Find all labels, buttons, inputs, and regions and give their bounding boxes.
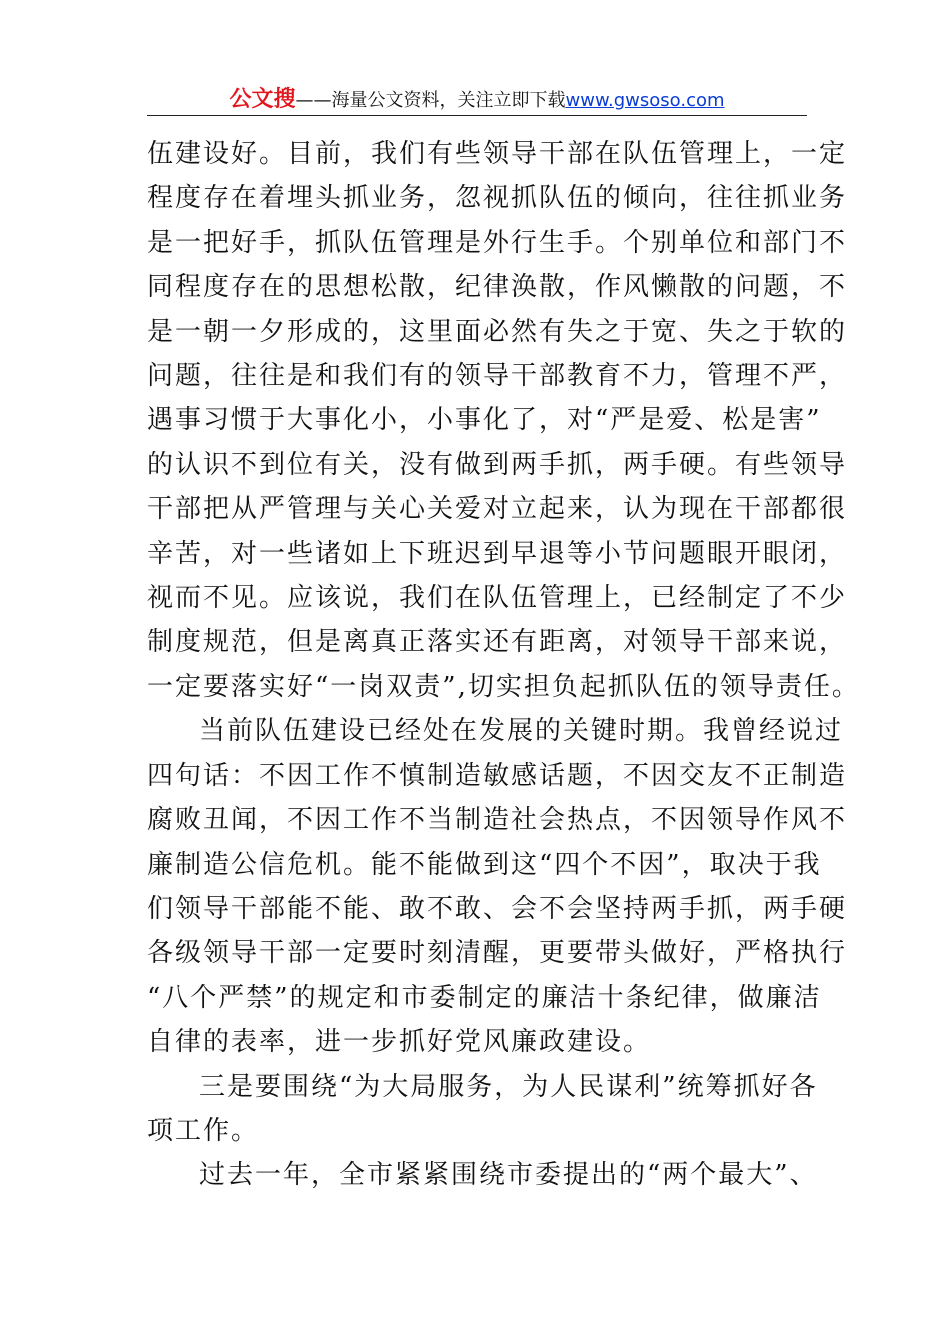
text-line: 四句话：不因工作不慎制造敏感话题，不因交友不正制造 bbox=[147, 760, 848, 791]
text-line: 过去一年，全市紧紧围绕市委提出的“两个最大”、 bbox=[199, 1160, 818, 1191]
text-line: 问题，往往是和我们有的领导干部教育不力，管理不严， bbox=[147, 361, 848, 392]
text-line: 辛苦，对一些诸如上下班迟到早退等小节问题眼开眼闭， bbox=[147, 538, 848, 569]
paragraph-2 bbox=[147, 709, 848, 1064]
text-line: 是一朝一夕形成的，这里面必然有失之于宽、失之于软的 bbox=[147, 316, 848, 347]
text-line: 制度规范，但是离真正落实还有距离，对领导干部来说， bbox=[147, 627, 848, 658]
paragraph-1 bbox=[147, 132, 860, 709]
paragraph-3 bbox=[147, 1065, 818, 1154]
page-header bbox=[147, 82, 807, 116]
text-line: 自律的表率，进一步抓好党风廉政建设。 bbox=[147, 1027, 652, 1058]
text-line: 遇事习惯于大事化小，小事化了，对“严是爱、松是害” bbox=[147, 405, 822, 436]
text-line: 干部把从严管理与关心关爱对立起来，认为现在干部都很 bbox=[147, 494, 848, 525]
brand-logo-text: 公文搜 bbox=[229, 87, 296, 112]
text-line: 同程度存在的思想松散，纪律涣散，作风懒散的问题，不 bbox=[147, 272, 848, 303]
text-line: 腐败丑闻，不因工作不当制造社会热点，不因领导作风不 bbox=[147, 805, 848, 836]
header-tagline: ——海量公文资料，关注立即下载 bbox=[295, 90, 566, 111]
text-line: 的认识不到位有关，没有做到两手抓，两手硬。有些领导 bbox=[147, 449, 848, 480]
text-line: 一定要落实好“一岗双责”,切实担负起抓队伍的领导责任。 bbox=[147, 671, 860, 702]
text-line: 们领导干部能不能、敢不敢、会不会坚持两手抓，两手硬 bbox=[147, 893, 848, 924]
header-divider bbox=[147, 115, 807, 116]
text-line: 三是要围绕“为大局服务，为人民谋利”统筹抓好各 bbox=[199, 1071, 818, 1102]
text-line: 伍建设好。目前，我们有些领导干部在队伍管理上，一定 bbox=[147, 139, 848, 169]
document-body bbox=[147, 132, 860, 1198]
text-line: “八个严禁”的规定和市委制定的廉洁十条纪律，做廉洁 bbox=[147, 982, 822, 1013]
text-line: 当前队伍建设已经处在发展的关键时期。我曾经说过 bbox=[199, 716, 844, 747]
paragraph-4 bbox=[147, 1153, 818, 1197]
text-line: 各级领导干部一定要时刻清醒，更要带头做好，严格执行 bbox=[147, 938, 848, 969]
text-line: 程度存在着埋头抓业务，忽视抓队伍的倾向，往往抓业务 bbox=[147, 183, 848, 214]
text-line: 项工作。 bbox=[147, 1115, 260, 1146]
header-url-link[interactable]: www.gwsoso.com bbox=[565, 90, 725, 111]
text-line: 是一把好手，抓队伍管理是外行生手。个别单位和部门不 bbox=[147, 227, 848, 258]
text-line: 视而不见。应该说，我们在队伍管理上，已经制定了不少 bbox=[147, 583, 848, 614]
text-line: 廉制造公信危机。能不能做到这“四个不因”，取决于我 bbox=[147, 849, 822, 880]
